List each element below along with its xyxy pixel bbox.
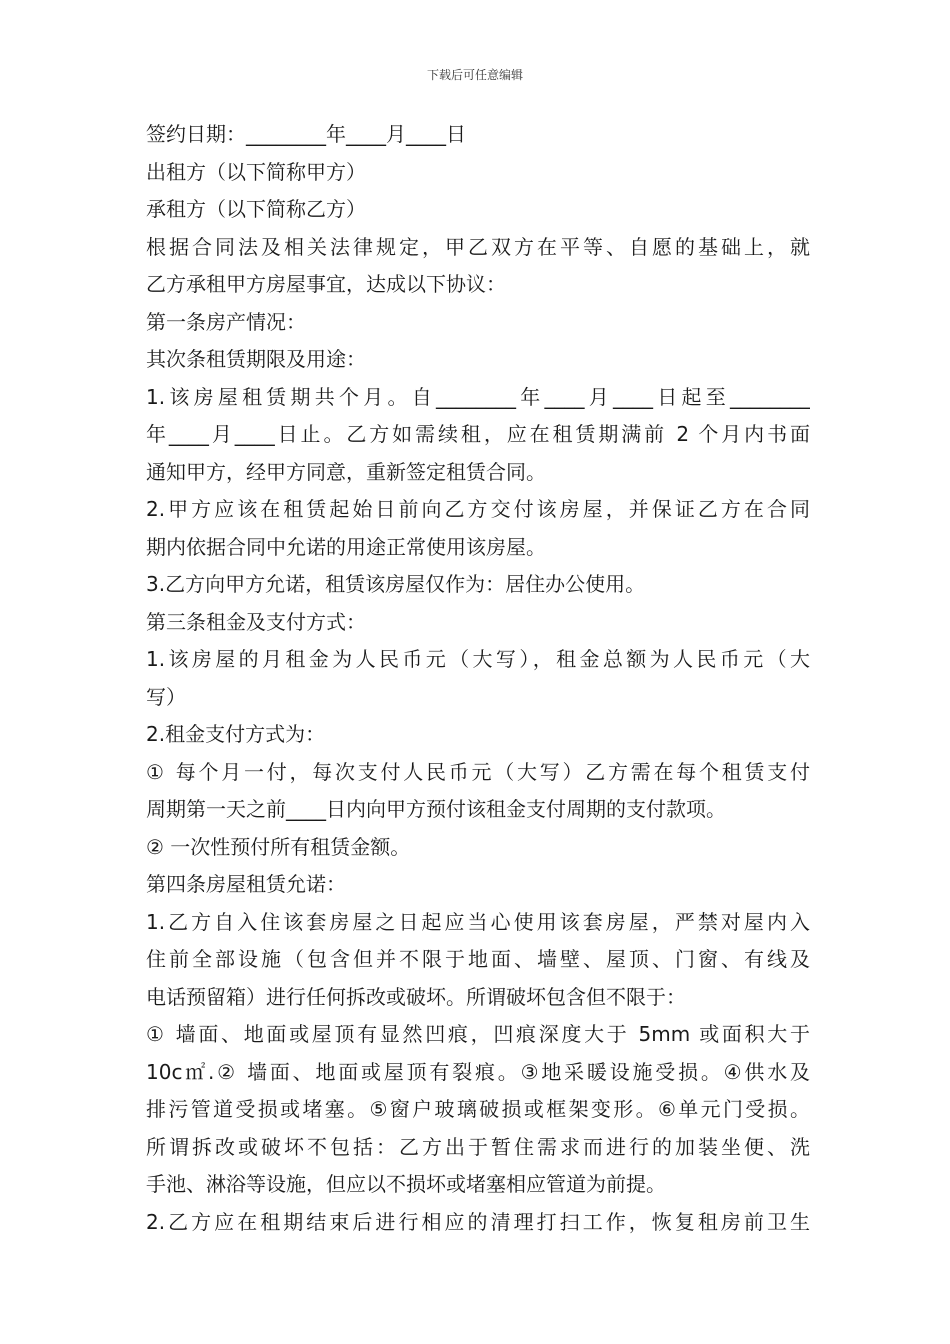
text-line: 3.乙方向甲方允诺，租赁该房屋仅作为：居住办公使用。 <box>146 572 646 596</box>
text-line: 排污管道受损或堵塞。⑤窗户玻璃破损或框架变形。⑥单元门受损。 <box>146 1097 810 1121</box>
text-line: 签约日期：________年____月____日 <box>146 122 466 146</box>
text-line: 通知甲方，经甲方同意，重新签定租赁合同。 <box>146 459 546 484</box>
text-line: 第三条租金及支付方式： <box>146 609 366 634</box>
text-line: 其次条租赁期限及用途： <box>146 347 366 371</box>
text-line: ① 每个月一付，每次支付人民币元（大写）乙方需在每个租赁支付 <box>146 759 810 784</box>
header-note: 下载后可任意编辑 <box>426 68 523 82</box>
text-line: 1.该房屋的月租金为人民币元（大写），租金总额为人民币元（大 <box>146 647 810 671</box>
text-line: 住前全部设施（包含但并不限于地面、墙壁、屋顶、门窗、有线及 <box>146 947 810 971</box>
text-line: 写） <box>146 684 186 709</box>
text-line: 根据合同法及相关法律规定，甲乙双方在平等、自愿的基础上，就 <box>146 234 810 259</box>
text-line: 年____月____日止。乙方如需续租，应在租赁期满前 2 个月内书面 <box>146 422 810 446</box>
text-line: ① 墙面、地面或屋顶有显然凹痕，凹痕深度大于 5mm 或面积大于 <box>146 1022 810 1046</box>
contract-body <box>146 116 810 1241</box>
text-line: 第一条房产情况： <box>146 309 306 334</box>
text-line: 出租方（以下简称甲方） <box>146 159 366 184</box>
text-line: ② 一次性预付所有租赁金额。 <box>146 834 411 859</box>
text-line: 第四条房屋租赁允诺： <box>146 872 346 896</box>
text-line: 2.乙方应在租期结束后进行相应的清理打扫工作，恢复租房前卫生 <box>146 1209 810 1234</box>
text-line: 1.乙方自入住该套房屋之日起应当心使用该套房屋，严禁对屋内入 <box>146 909 810 934</box>
text-line: 所谓拆改或破坏不包括：乙方出于暂住需求而进行的加装坐便、洗 <box>146 1134 810 1159</box>
text-line: 承租方（以下简称乙方） <box>146 197 366 221</box>
text-line: 2.租金支付方式为： <box>146 722 326 746</box>
text-line: 10c㎡.② 墙面、地面或屋顶有裂痕。③地采暖设施受损。④供水及 <box>146 1059 810 1084</box>
text-line: 2.甲方应该在租赁起始日前向乙方交付该房屋，并保证乙方在合同 <box>146 497 810 521</box>
text-line: 周期第一天之前____日内向甲方预付该租金支付周期的支付款项。 <box>146 797 726 821</box>
text-line: 1.该房屋租赁期共个月。自________年____月____日起至________ <box>146 384 810 409</box>
text-line: 电话预留箱）进行任何拆改或破坏。所谓破坏包含但不限于： <box>146 984 686 1009</box>
text-line: 乙方承租甲方房屋事宜，达成以下协议： <box>146 272 506 296</box>
text-line: 手池、淋浴等设施，但应以不损坏或堵塞相应管道为前提。 <box>146 1172 666 1196</box>
text-line: 期内依据合同中允诺的用途正常使用该房屋。 <box>146 534 546 559</box>
